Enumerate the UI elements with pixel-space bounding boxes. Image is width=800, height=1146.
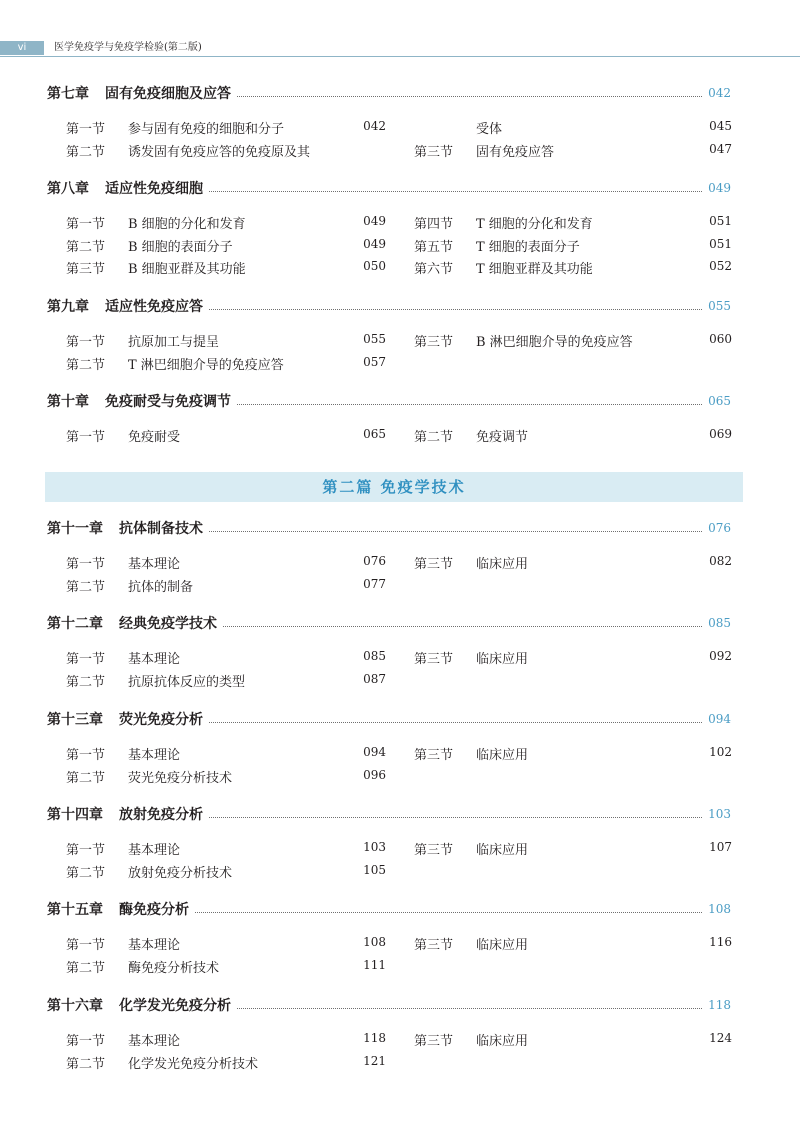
section-title: 临床应用 bbox=[476, 843, 529, 858]
chapter-page: 065 bbox=[708, 394, 731, 408]
chapter-number: 第十六章 bbox=[47, 998, 103, 1014]
chapter-heading[interactable] bbox=[47, 899, 731, 919]
section-page: 049 bbox=[363, 214, 386, 228]
book-title: 医学免疫学与免疫学检验(第二版) bbox=[54, 42, 202, 53]
section-number: 第三节 bbox=[414, 557, 454, 572]
section-entry[interactable] bbox=[66, 934, 386, 952]
chapter-page: 108 bbox=[708, 902, 731, 916]
chapter-title: 免疫耐受与免疫调节 bbox=[105, 394, 231, 410]
dot-leader bbox=[223, 625, 702, 627]
section-title: T 细胞的分化和发育 bbox=[476, 217, 593, 232]
section-title: T 细胞的表面分子 bbox=[476, 239, 580, 255]
section-number: 第五节 bbox=[414, 239, 454, 255]
section-page: 116 bbox=[709, 935, 732, 949]
chapter-number: 第十一章 bbox=[47, 521, 103, 537]
section-title: B 细胞的分化和发育 bbox=[128, 217, 246, 232]
chapter-heading[interactable] bbox=[47, 518, 731, 538]
chapter-heading[interactable] bbox=[47, 83, 731, 103]
section-page: 094 bbox=[363, 745, 386, 759]
section-entry[interactable] bbox=[66, 576, 386, 594]
section-title: 基本理论 bbox=[128, 652, 181, 667]
chapter-page: 055 bbox=[708, 299, 731, 313]
section-page: 105 bbox=[363, 862, 386, 877]
section-entry[interactable] bbox=[66, 671, 386, 689]
section-entry[interactable] bbox=[414, 553, 734, 571]
section-entry[interactable] bbox=[414, 426, 734, 444]
chapter-title: 固有免疫细胞及应答 bbox=[105, 86, 231, 102]
section-page: 055 bbox=[363, 332, 386, 346]
section-page: 121 bbox=[363, 1053, 386, 1068]
section-title: B 细胞的表面分子 bbox=[128, 239, 233, 255]
section-number: 第三节 bbox=[66, 262, 106, 277]
chapter-number: 第七章 bbox=[47, 86, 89, 102]
section-page: 092 bbox=[709, 649, 732, 663]
section-number: 第二节 bbox=[66, 239, 106, 255]
section-title: 抗原抗体反应的类型 bbox=[128, 674, 246, 690]
section-number: 第二节 bbox=[66, 579, 106, 595]
section-title: T 淋巴细胞介导的免疫应答 bbox=[128, 357, 284, 373]
section-entry[interactable] bbox=[414, 839, 734, 857]
section-title: 基本理论 bbox=[128, 748, 181, 763]
section-number: 第二节 bbox=[66, 960, 106, 976]
chapter-heading[interactable] bbox=[47, 613, 731, 633]
section-title: 放射免疫分析技术 bbox=[128, 865, 233, 881]
section-title: 受体 bbox=[476, 122, 503, 137]
chapter-title: 酶免疫分析 bbox=[119, 902, 189, 918]
section-title: B 淋巴细胞介导的免疫应答 bbox=[476, 335, 633, 350]
section-number: 第四节 bbox=[414, 217, 454, 232]
section-page: 069 bbox=[709, 427, 732, 441]
section-title: T 细胞亚群及其功能 bbox=[476, 262, 593, 277]
dot-leader bbox=[209, 308, 702, 310]
section-number: 第一节 bbox=[66, 748, 106, 763]
section-number: 第六节 bbox=[414, 262, 454, 277]
section-entry[interactable] bbox=[414, 934, 734, 952]
section-number: 第一节 bbox=[66, 122, 106, 137]
section-entry[interactable] bbox=[66, 862, 386, 880]
section-number: 第一节 bbox=[66, 217, 106, 232]
section-title: 基本理论 bbox=[128, 843, 181, 858]
section-page: 124 bbox=[709, 1031, 732, 1045]
section-number: 第二节 bbox=[66, 674, 106, 690]
section-page: 052 bbox=[709, 259, 732, 273]
section-number: 第二节 bbox=[66, 770, 106, 786]
section-title: 抗体的制备 bbox=[128, 579, 194, 595]
section-number: 第三节 bbox=[414, 748, 454, 763]
section-number: 第二节 bbox=[66, 357, 106, 373]
chapter-page: 085 bbox=[708, 616, 731, 630]
section-page: 047 bbox=[709, 141, 732, 156]
section-title: 参与固有免疫的细胞和分子 bbox=[128, 122, 285, 137]
section-title: 基本理论 bbox=[128, 938, 181, 953]
section-page: 082 bbox=[709, 554, 732, 568]
section-number: 第一节 bbox=[66, 335, 106, 350]
dot-leader bbox=[209, 721, 702, 723]
dot-leader bbox=[209, 530, 702, 532]
section-title: 诱发固有免疫应答的免疫原及其 bbox=[128, 144, 311, 160]
section-title: 抗原加工与提呈 bbox=[128, 335, 220, 350]
section-entry[interactable] bbox=[66, 331, 386, 349]
section-entry[interactable] bbox=[66, 118, 386, 136]
section-entry[interactable] bbox=[414, 648, 734, 666]
section-title: 酶免疫分析技术 bbox=[128, 960, 220, 976]
chapter-page: 042 bbox=[708, 86, 731, 100]
chapter-title: 适应性免疫细胞 bbox=[105, 181, 203, 197]
section-title: 免疫耐受 bbox=[128, 430, 181, 445]
section-entry[interactable] bbox=[66, 426, 386, 444]
section-page: 102 bbox=[709, 745, 732, 759]
chapter-heading[interactable] bbox=[47, 391, 731, 411]
header-rule bbox=[0, 56, 800, 57]
section-entry[interactable] bbox=[66, 648, 386, 666]
section-page: 087 bbox=[363, 671, 386, 686]
section-number: 第一节 bbox=[66, 652, 106, 667]
chapter-heading[interactable] bbox=[47, 296, 731, 316]
section-title: 荧光免疫分析技术 bbox=[128, 770, 233, 786]
section-page: 118 bbox=[363, 1031, 386, 1045]
section-number: 第三节 bbox=[414, 335, 454, 350]
chapter-page: 118 bbox=[708, 998, 731, 1012]
section-number: 第一节 bbox=[66, 938, 106, 953]
section-page: 049 bbox=[363, 236, 386, 251]
section-entry[interactable] bbox=[66, 141, 386, 159]
section-page: 096 bbox=[363, 767, 386, 782]
section-number: 第二节 bbox=[66, 144, 106, 160]
section-page: 085 bbox=[363, 649, 386, 663]
section-entry[interactable] bbox=[66, 839, 386, 857]
section-page: 065 bbox=[363, 427, 386, 441]
chapter-number: 第十三章 bbox=[47, 712, 103, 728]
section-page: 057 bbox=[363, 354, 386, 369]
section-page: 042 bbox=[363, 119, 386, 133]
section-entry[interactable] bbox=[414, 744, 734, 762]
section-entry[interactable] bbox=[66, 213, 386, 231]
section-page: 051 bbox=[709, 236, 732, 251]
section-number: 第一节 bbox=[66, 1034, 106, 1049]
section-entry[interactable] bbox=[414, 331, 734, 349]
dot-leader bbox=[209, 816, 702, 818]
chapter-number: 第十章 bbox=[47, 394, 89, 410]
section-title: 临床应用 bbox=[476, 557, 529, 572]
chapter-page: 049 bbox=[708, 181, 731, 195]
section-entry[interactable] bbox=[66, 957, 386, 975]
chapter-title: 经典免疫学技术 bbox=[119, 616, 217, 632]
section-entry[interactable] bbox=[66, 1030, 386, 1048]
chapter-number: 第十二章 bbox=[47, 616, 103, 632]
section-number: 第一节 bbox=[66, 843, 106, 858]
section-entry[interactable] bbox=[414, 258, 734, 276]
section-entry[interactable] bbox=[414, 236, 734, 254]
section-number: 第三节 bbox=[414, 843, 454, 858]
section-entry[interactable] bbox=[66, 354, 386, 372]
section-number: 第三节 bbox=[414, 144, 454, 160]
chapter-title: 化学发光免疫分析 bbox=[119, 998, 231, 1014]
page-number-tab: vi bbox=[0, 41, 44, 55]
section-title: 化学发光免疫分析技术 bbox=[128, 1056, 259, 1072]
chapter-heading[interactable] bbox=[47, 804, 731, 824]
section-page: 045 bbox=[709, 119, 732, 133]
section-entry[interactable] bbox=[414, 141, 734, 159]
chapter-heading[interactable] bbox=[47, 178, 731, 198]
section-page: 108 bbox=[363, 935, 386, 949]
section-title: 基本理论 bbox=[128, 1034, 181, 1049]
section-page: 060 bbox=[709, 332, 732, 346]
part-banner bbox=[45, 472, 743, 502]
chapter-number: 第八章 bbox=[47, 181, 89, 197]
section-page: 107 bbox=[709, 840, 732, 854]
section-number: 第二节 bbox=[66, 865, 106, 881]
section-entry[interactable] bbox=[66, 744, 386, 762]
section-number: 第一节 bbox=[66, 430, 106, 445]
section-entry[interactable] bbox=[414, 213, 734, 231]
section-page: 051 bbox=[709, 214, 732, 228]
chapter-title: 抗体制备技术 bbox=[119, 521, 203, 537]
section-title: 基本理论 bbox=[128, 557, 181, 572]
chapter-page: 076 bbox=[708, 521, 731, 535]
section-title: 临床应用 bbox=[476, 748, 529, 763]
section-entry[interactable] bbox=[66, 1053, 386, 1071]
section-number: 第二节 bbox=[414, 430, 454, 445]
chapter-title: 荧光免疫分析 bbox=[119, 712, 203, 728]
chapter-title: 放射免疫分析 bbox=[119, 807, 203, 823]
section-number: 第三节 bbox=[414, 938, 454, 953]
section-number: 第三节 bbox=[414, 1034, 454, 1049]
dot-leader bbox=[209, 190, 702, 192]
section-entry[interactable] bbox=[66, 258, 386, 276]
chapter-heading[interactable] bbox=[47, 995, 731, 1015]
section-entry[interactable] bbox=[414, 118, 734, 136]
section-entry[interactable] bbox=[66, 553, 386, 571]
section-page: 111 bbox=[363, 957, 386, 972]
section-page: 077 bbox=[363, 576, 386, 591]
chapter-page: 094 bbox=[708, 712, 731, 726]
chapter-page: 103 bbox=[708, 807, 731, 821]
section-title: 临床应用 bbox=[476, 938, 529, 953]
chapter-number: 第十五章 bbox=[47, 902, 103, 918]
section-page: 103 bbox=[363, 840, 386, 854]
dot-leader bbox=[195, 911, 702, 913]
section-number: 第一节 bbox=[66, 557, 106, 572]
dot-leader bbox=[237, 95, 702, 97]
part-title: 第二篇 免疫学技术 bbox=[322, 478, 466, 496]
chapter-number: 第九章 bbox=[47, 299, 89, 315]
section-page: 050 bbox=[363, 259, 386, 273]
section-entry[interactable] bbox=[414, 1030, 734, 1048]
section-title: 免疫调节 bbox=[476, 430, 529, 445]
dot-leader bbox=[237, 403, 702, 405]
dot-leader bbox=[237, 1007, 702, 1009]
section-number: 第二节 bbox=[66, 1056, 106, 1072]
section-entry[interactable] bbox=[66, 236, 386, 254]
section-title: 固有免疫应答 bbox=[476, 144, 555, 160]
section-title: B 细胞亚群及其功能 bbox=[128, 262, 246, 277]
chapter-title: 适应性免疫应答 bbox=[105, 299, 203, 315]
section-entry[interactable] bbox=[66, 767, 386, 785]
chapter-number: 第十四章 bbox=[47, 807, 103, 823]
chapter-heading[interactable] bbox=[47, 709, 731, 729]
section-title: 临床应用 bbox=[476, 1034, 529, 1049]
section-title: 临床应用 bbox=[476, 652, 529, 667]
running-header bbox=[0, 40, 800, 57]
section-page: 076 bbox=[363, 554, 386, 568]
section-number: 第三节 bbox=[414, 652, 454, 667]
